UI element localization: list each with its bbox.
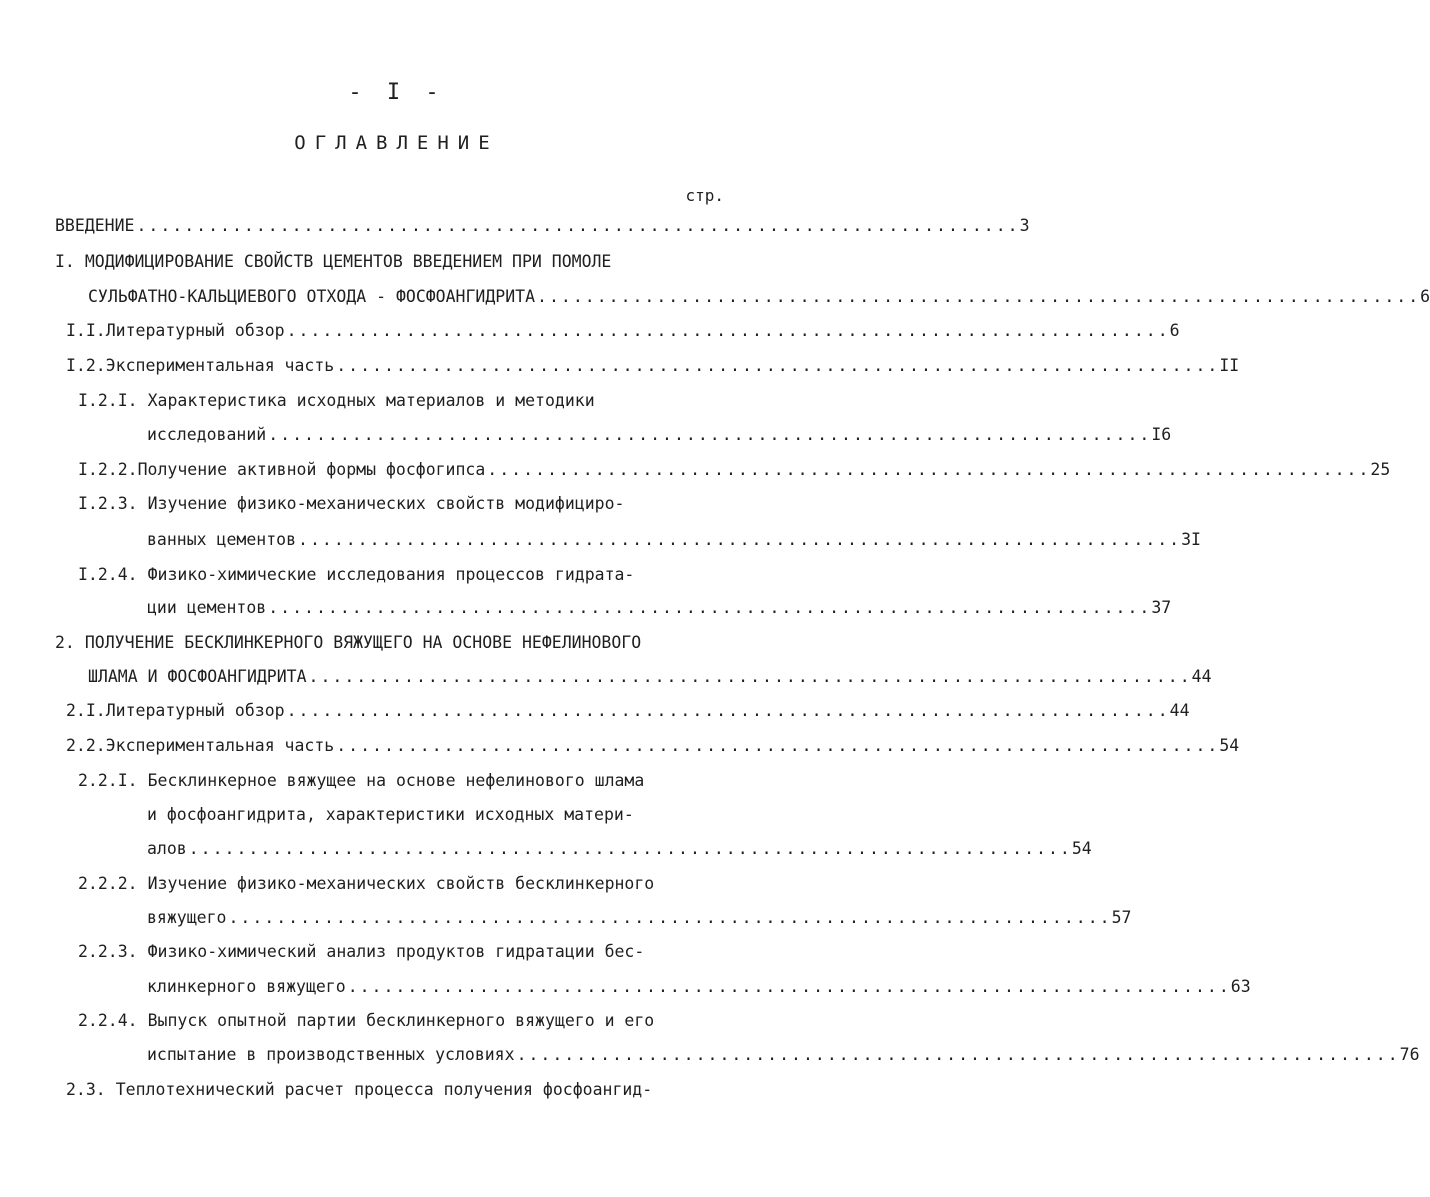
toc-entry-1-2-4-cont — [147, 598, 1172, 628]
leader-dots: .......................................................................... — [188, 839, 1072, 858]
toc-entry-page: II — [1219, 356, 1240, 375]
toc-entry-2-2-3-cont — [147, 977, 1251, 1007]
leader-dots: .......................................................................... — [516, 1045, 1400, 1064]
toc-entry-1-2-4 — [78, 565, 709, 595]
toc-entry-number: I.2.3. — [78, 494, 138, 513]
toc-entry-text-cont: исследований — [147, 425, 267, 444]
leader-dots: .......................................................................... — [268, 598, 1152, 617]
leader-dots: .......................................................................... — [228, 908, 1112, 927]
toc-entry-page: 54 — [1071, 839, 1092, 858]
toc-entry-2-2-1-cont — [147, 805, 709, 835]
toc-entry-number: 2. — [55, 633, 75, 652]
toc-entry-text: Бесклинкерное вяжущее на основе нефелинового шлама — [147, 771, 645, 790]
toc-entry-2-2-2-cont — [147, 908, 1132, 938]
toc-entry-text: Теплотехнический расчет процесса получения фосфоангид- — [115, 1080, 653, 1099]
toc-entry-number: I.2.I. — [78, 391, 138, 410]
leader-dots: .......................................................................... — [347, 977, 1231, 996]
leader-dots: .......................................................................... — [336, 356, 1220, 375]
toc-entry-1-2-2 — [78, 460, 1391, 490]
toc-entry-2-2-3 — [78, 942, 709, 972]
toc-entry-page: 3 — [1019, 216, 1030, 235]
toc-entry-page: 54 — [1219, 736, 1240, 755]
toc-entry-text: Экспериментальная часть — [105, 356, 335, 375]
toc-entry-2-2-4 — [78, 1011, 709, 1041]
leader-dots: .......................................................................... — [336, 736, 1220, 755]
toc-entry-page: 6 — [1420, 287, 1430, 306]
toc-entry-number: I.2.2. — [78, 460, 138, 479]
toc-entry-page: I6 — [1151, 425, 1172, 444]
toc-entry-text: ВВЕДЕНИЕ — [55, 216, 135, 235]
toc-entry-1-1 — [66, 321, 1180, 351]
leader-dots: .......................................................................... — [136, 216, 1020, 235]
toc-entry-page: 63 — [1230, 977, 1251, 996]
toc-entry-page: 44 — [1191, 667, 1212, 686]
toc-entry-number: 2.2.I. — [78, 771, 138, 790]
toc-entry-text: Физико-химические исследования процессов гидрата- — [147, 565, 635, 584]
toc-entry-text: Изучение физико-механических свойств модифициро- — [147, 494, 625, 513]
toc-entry-text: Изучение физико-механических свойств бесклинкерного — [147, 874, 655, 893]
toc-entry-chapter-1-cont — [88, 287, 1430, 317]
toc-entry-page: 76 — [1399, 1045, 1420, 1064]
toc-entry-text: Литературный обзор — [105, 321, 285, 340]
toc-entry-page: 25 — [1370, 460, 1391, 479]
leader-dots: .......................................................................... — [298, 530, 1182, 549]
page-number: - I - — [348, 80, 445, 105]
toc-entry-number: I.2. — [66, 356, 106, 375]
toc-entry-2-2-4-cont — [147, 1045, 1420, 1075]
page-column-label: стр. — [685, 186, 724, 205]
toc-entry-text: Физико-химический анализ продуктов гидратации бес- — [147, 942, 645, 961]
toc-entry-text-cont: алов — [147, 839, 187, 858]
toc-entry-text: ПОЛУЧЕНИЕ БЕСКЛИНКЕРНОГО ВЯЖУЩЕГО НА ОСНОВЕ НЕФЕЛИНОВОГО — [84, 633, 642, 652]
toc-entry-number: 2.I. — [66, 701, 106, 720]
toc-entry-1-2-1 — [78, 391, 709, 421]
toc-entry-chapter-2-cont — [88, 667, 1212, 697]
toc-entry-number: 2.2.4. — [78, 1011, 138, 1030]
leader-dots: .......................................................................... — [268, 425, 1152, 444]
toc-entry-number: 2.2.2. — [78, 874, 138, 893]
toc-entry-2-2-2 — [78, 874, 709, 904]
toc-entry-1-2-1-cont — [147, 425, 1172, 455]
toc-entry-page: 37 — [1151, 598, 1172, 617]
leader-dots: .......................................................................... — [286, 701, 1170, 720]
toc-entry-introduction — [55, 216, 1030, 246]
toc-entry-text: Выпуск опытной партии бесклинкерного вяжущего и его — [147, 1011, 655, 1030]
toc-entry-number: 2.2.3. — [78, 942, 138, 961]
toc-entry-1-2-3 — [78, 494, 709, 524]
toc-entry-text-cont: вяжущего — [147, 908, 227, 927]
toc-entry-page: 44 — [1169, 701, 1190, 720]
leader-dots: .......................................................................... — [537, 287, 1421, 306]
toc-entry-text-cont: испытание в производственных условиях — [147, 1045, 515, 1064]
toc-entry-1-2-3-cont — [147, 530, 1201, 560]
leader-dots: .......................................................................... — [487, 460, 1371, 479]
toc-entry-text-cont: ции цементов — [147, 598, 267, 617]
toc-entry-number: 2.3. — [66, 1080, 106, 1099]
leader-dots: .......................................................................... — [286, 321, 1170, 340]
toc-entry-2-2 — [66, 736, 1240, 766]
toc-entry-number: I. — [55, 252, 75, 271]
toc-entry-chapter-2 — [55, 633, 709, 663]
toc-entry-text-cont: клинкерного вяжущего — [147, 977, 346, 996]
toc-entry-2-2-1-cont2 — [147, 839, 1092, 869]
toc-entry-page: 3I — [1181, 530, 1201, 549]
toc-entry-text: МОДИФИЦИРОВАНИЕ СВОЙСТВ ЦЕМЕНТОВ ВВЕДЕНИЕМ ПРИ ПОМОЛЕ — [84, 252, 612, 271]
toc-entry-text: Экспериментальная часть — [105, 736, 335, 755]
toc-entry-text: Литературный обзор — [105, 701, 285, 720]
toc-entry-text-cont: ШЛАМА И ФОСФОАНГИДРИТА — [88, 667, 307, 686]
toc-entry-2-2-1 — [78, 771, 709, 801]
toc-entry-text-cont: ванных цементов — [147, 530, 297, 549]
toc-entry-2-3 — [66, 1080, 709, 1110]
toc-entry-number: 2.2. — [66, 736, 106, 755]
toc-entry-1-2 — [66, 356, 1240, 386]
toc-entry-text: Характеристика исходных материалов и методики — [147, 391, 595, 410]
toc-entry-chapter-1 — [55, 252, 709, 282]
toc-entry-number: I.I. — [66, 321, 106, 340]
toc-entry-page: 6 — [1169, 321, 1180, 340]
toc-entry-2-1 — [66, 701, 1190, 731]
toc-entry-page: 57 — [1111, 908, 1132, 927]
toc-entry-number: I.2.4. — [78, 565, 138, 584]
toc-entry-text-cont: и фосфоангидрита, характеристики исходных матери- — [147, 805, 634, 824]
leader-dots: .......................................................................... — [308, 667, 1192, 686]
page-title: ОГЛАВЛЕНИЕ — [294, 132, 499, 154]
toc-entry-text: Получение активной формы фосфогипса — [137, 460, 486, 479]
toc-entry-text-cont: СУЛЬФАТНО-КАЛЬЦИЕВОГО ОТХОДА - ФОСФОАНГИДРИТА — [88, 287, 536, 306]
